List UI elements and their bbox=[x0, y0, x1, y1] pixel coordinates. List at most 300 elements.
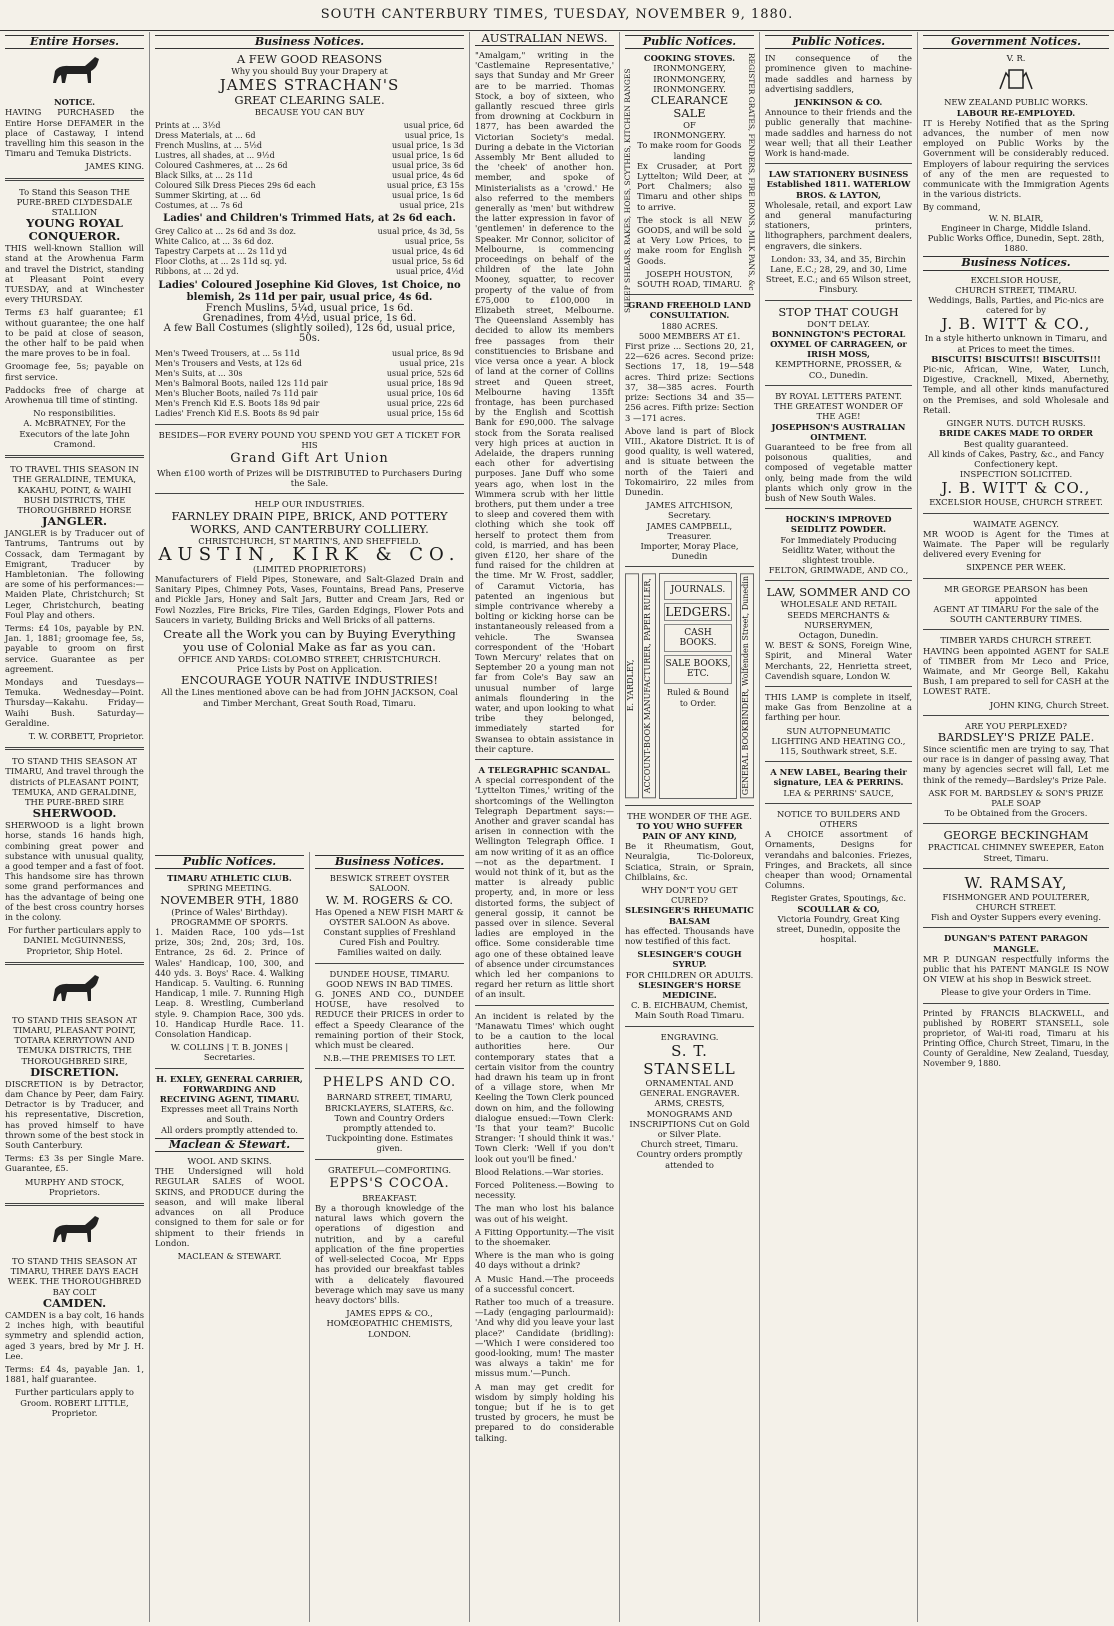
programme: PROGRAMME OF SPORTS. bbox=[170, 916, 289, 927]
stock-new: The stock is all NEW GOODS, and will be sold at Very Low Prices, to make room for English Goods. bbox=[637, 214, 742, 266]
phelps-text: Town and Country Orders promptly attended to. bbox=[334, 1112, 445, 1134]
usual-price: usual price, 22s 6d bbox=[386, 398, 464, 408]
usual-price: usual price, 4½d bbox=[395, 266, 464, 276]
meeting-date-sub: (Prince of Wales' Birthday). bbox=[171, 906, 288, 917]
sherwood-name: SHERWOOD. bbox=[32, 806, 117, 821]
slesinger: SLESINGER'S RHEUMATIC BALSAM bbox=[625, 905, 754, 926]
price-item: Men's Tweed Trousers, at ... 5s 11d bbox=[155, 348, 300, 358]
blair-sub: Engineer in Charge, Middle Island. bbox=[941, 222, 1091, 233]
art-union-sub: When £100 worth of Prizes will be DISTRIBUTED to Purchasers During the Sale. bbox=[156, 468, 463, 489]
yardley-sub: ACCOUNT-BOOK MANUFACTURER, PAPER RULER, bbox=[642, 573, 656, 798]
hexley-orders: All orders promptly attended to. bbox=[161, 1124, 298, 1135]
hexley-text: Expresses meet all Trains North and South. bbox=[160, 1104, 299, 1125]
pearson: MR GEORGE PEARSON has been appointed bbox=[944, 583, 1088, 604]
price-row bbox=[155, 151, 464, 161]
price-item: Coloured Silk Dress Pieces 29s 6d each bbox=[155, 180, 316, 190]
art-union: Grand Gift Art Union bbox=[230, 451, 389, 467]
price-item: Black Silks, at ... 2s 11d bbox=[155, 170, 253, 180]
lea-sauce: LEA & PERRINS' SAUCE, bbox=[783, 787, 894, 798]
ironmongery-2: IRONMONGERY, bbox=[653, 73, 726, 84]
members: 5000 MEMBERS AT £1. bbox=[638, 330, 741, 341]
land-prizes: First prize ... Sections 20, 21, 22—626 acres. Second prize: Sections 17, 18, 19—548 acres. Third prize: Sections 37, 38—385 acres. Fourth prize: Sections 34 and 35—256 acres. Fifth prize: Section 3 —171 acres. bbox=[625, 341, 754, 423]
waimate: WAIMATE AGENCY. bbox=[973, 518, 1059, 529]
usual-price: usual price, 8s 9d bbox=[391, 348, 464, 358]
athletic-club: TIMARU ATHLETIC CLUB. bbox=[167, 873, 292, 884]
wool-sign: MACLEAN & STEWART. bbox=[177, 1250, 282, 1261]
column-oyster-saloon bbox=[310, 852, 470, 1622]
where: Where is the man who is going 40 days without a drink? bbox=[475, 1250, 614, 1271]
epps-sign: JAMES EPPS & CO., HOMŒOPATHIC CHEMISTS, LONDON. bbox=[326, 1308, 453, 1339]
scoullar-addr: Victoria Foundry, Great King street, Dunedin, opposite the hospital. bbox=[776, 913, 901, 945]
price-row bbox=[155, 121, 464, 131]
stoves: COOKING STOVES. bbox=[643, 53, 736, 64]
lea-label: A NEW LABEL, Bearing their signature, LEA & PERRINS. bbox=[770, 767, 907, 788]
young-text: THIS well-known Stallion will stand at the Arowhenua Farm and travel the District, standing at Pleasant Point every TUESDAY, and at Winchester every THURSDAY. bbox=[5, 243, 144, 305]
law-stationery: LAW STATIONERY BUSINESS Established 1811. WATERLOW BROS. & LAYTON, bbox=[766, 169, 911, 200]
witt-text: In a style hitherto unknown in Timaru, and at Prices to meet the times. bbox=[924, 333, 1108, 354]
rogers-text: Has Opened a NEW FISH MART & OYSTER SALOON As above. bbox=[315, 906, 464, 927]
camden-terms: Terms: £4 4s, payable Jan. 1, 1881, half guarantee. bbox=[5, 1363, 144, 1385]
saloon: BESWICK STREET OYSTER SALOON. bbox=[329, 873, 450, 894]
suffer-text: Be it Rheumatism, Gout, Neuralgia, Tic-Doloreux, Sciatica, Strain, or Sprain, Chilblains, &c. bbox=[625, 841, 754, 882]
usual-price: usual price, 1s bbox=[404, 130, 464, 140]
meeting-date: NOVEMBER 9TH, 1880 bbox=[160, 892, 299, 907]
price-row bbox=[155, 267, 464, 277]
discretion-name: DISCRETION. bbox=[30, 1064, 119, 1079]
ironmongery-1: IRONMONGERY, bbox=[653, 63, 726, 74]
usual-price: usual price, £3 15s bbox=[386, 180, 464, 190]
campbell: JAMES CAMPBELL, Treasurer. bbox=[646, 520, 733, 541]
jangler-days: Mondays and Tuesdays—Temuka. Wednesday—Point. Thursday—Kakahu. Friday—Waihi Bush. Saturday—Geraldine. bbox=[5, 676, 144, 728]
price-row bbox=[155, 257, 464, 267]
price-row bbox=[155, 227, 464, 237]
austin-kirk-text: Manufacturers of Field Pipes, Stoneware, and Salt-Glazed Drain and Sanitary Pipes, Chimney Pots, Vases, Fountains, Bread Pans, Preserve and Pickle Jars, Honey and Salt Jars, Butter and Cream Jars, Red or Fowl Nozzles, Fire Bricks, Fire Tiles, Garden Edgings, Flower Pots and Saucers in variety, Building Bricks and Well Bricks of all patterns. bbox=[155, 574, 464, 625]
law-text: Wholesale, retail, and export Law and general manufacturing stationers, printers, lithographers, parchment dealers, engravers, die sinkers. bbox=[765, 199, 912, 251]
events: 1. Maiden Race, 100 yds—1st prize, 30s; 2nd, 20s; 3rd, 10s. Entrance, 2s 6d. 2. Prince of Wales' Handicap, 100, 300, and 440 yds. 3. Boys' Race. 4. Walking Handicap. 5. Vaulting. 6. Running Handicap, 1 mile. 7. Running High Leap. 8. Wrestling, Cumberland style. 9. Champion Race, 300 yds. 10. Handicap Hurdle Race. 11. Consolation Handicap. bbox=[155, 927, 304, 1040]
dont-delay: DON'T DELAY. bbox=[807, 318, 870, 329]
houston-addr: SOUTH ROAD, TIMARU. bbox=[637, 279, 742, 290]
sweeper: PRACTICAL CHIMNEY SWEEPER, Eaton Street, Timaru. bbox=[927, 842, 1105, 863]
timber-text: HAVING been appointed AGENT for SALE of TIMBER from Mr Leco and Price, Waimate, and Mr George Bell, Kakahu Bush, I am prepared to sell for CASH at the LOWEST RATE. bbox=[923, 645, 1109, 697]
price-row bbox=[155, 389, 464, 399]
ginger: GINGER NUTS. DUTCH RUSKS. bbox=[946, 418, 1086, 429]
young-resp: No responsibilities. bbox=[33, 408, 116, 419]
usual-price: usual price, 21s bbox=[399, 200, 464, 210]
because: BECAUSE YOU CAN BUY bbox=[254, 107, 365, 118]
octagon: Octagon, Dunedin. bbox=[798, 629, 879, 640]
hexley: H. EXLEY, GENERAL CARRIER, FORWARDING AND RECEIVING AGENT, TIMARU. bbox=[156, 1073, 303, 1105]
incident: An incident is related by the 'Manawatu Times' which ought to be a caution to the local authorities here. Our contemporary states that a certain visitor from the country had drawn his team up in front of a village store, when Mr Keeling the Town Clerk pounced down on him, and the following dialogue ensued:—Town Clerk: 'Is that your team?' Bucolic Stranger: 'I should think it was.' Town Clerk: 'Well if you don't look out you'll be fined.' bbox=[475, 1010, 614, 1164]
felton: FELTON, GRIMWADE, AND CO., bbox=[768, 565, 909, 576]
usual-price: usual price, 52s 6d bbox=[386, 368, 464, 378]
music: A Music Hand.—The proceeds of a successful concert. bbox=[475, 1273, 614, 1294]
balance: The man who lost his balance was out of his weight. bbox=[475, 1203, 614, 1224]
ointment: JOSEPHSON'S AUSTRALIAN OINTMENT. bbox=[771, 421, 906, 442]
john-king: JOHN KING, Church Street. bbox=[989, 699, 1109, 710]
hockin-sub: For Immediately Producing Seidlitz Water, without the slightest trouble. bbox=[780, 534, 897, 565]
horse-medicine: SLESINGER'S HORSE MEDICINE. bbox=[638, 979, 741, 1001]
usual-price: usual price, 1s 3d bbox=[391, 140, 464, 150]
price-item: Summer Skirting, at ... 6d bbox=[155, 190, 261, 200]
office-yards: OFFICE AND YARDS: COLOMBO STREET, CHRISTCHURCH. bbox=[178, 654, 441, 665]
stansell: S. T. STANSELL bbox=[643, 1041, 736, 1078]
wonder: THE WONDER OF THE AGE. bbox=[627, 810, 752, 821]
masthead: SOUTH CANTERBURY TIMES, TUESDAY, NOVEMBER 9, 1880. bbox=[0, 0, 1114, 31]
premises: N.B.—THE PREMISES TO LET. bbox=[323, 1053, 456, 1064]
fish: Fish and Oyster Suppers every evening. bbox=[930, 912, 1102, 923]
price-item: White Calico, at ... 3s 6d doz. bbox=[155, 236, 274, 246]
register-grates: Register Grates, Spoutings, &c. bbox=[771, 893, 906, 904]
price-item: Floor Cloths, at ... 2s 11d sq. yd. bbox=[155, 256, 287, 266]
telegraphic-title: A TELEGRAPHIC SCANDAL. bbox=[478, 765, 611, 776]
price-item: Men's Suits, at ... 30s bbox=[155, 368, 243, 378]
price-list-menswear bbox=[155, 349, 464, 419]
bonningtons: BONNINGTON'S PECTORAL OXYMEL OF CARRAGEEN, or IRISH MOSS, bbox=[770, 328, 907, 360]
price-item: Dress Materials, at ... 6d bbox=[155, 130, 256, 140]
dungan: MR P. DUNGAN respectfully informs the public that his PATENT MANGLE IS NOW ON VIEW at his shop in Beswick street. bbox=[923, 953, 1109, 985]
young-name: YOUNG ROYAL CONQUEROR. bbox=[26, 216, 123, 244]
section-header-public: Public Notices. bbox=[155, 855, 304, 869]
good-news: GOOD NEWS IN BAD TIMES. bbox=[326, 978, 453, 989]
ironmongery-4: IRONMONGERY. bbox=[653, 130, 726, 141]
notice-sign: JAMES KING. bbox=[85, 161, 144, 172]
treasure: Rather too much of a treasure.—Lady (engaging parlourmaid): 'And why did you leave your last place?' Candidate (bridling):—'Which I were considered too good-looking, mum! The master was always a takin' me for missus mum.'—Punch. bbox=[475, 1296, 614, 1379]
cough-syrup: SLESINGER'S COUGH SYRUP. bbox=[637, 949, 742, 970]
hats: Ladies' and Children's Trimmed Hats, at 2s 6d each. bbox=[163, 212, 456, 224]
epps-text: By a thorough knowledge of the natural laws which govern the operations of digestion and nutrition, and by a careful application of the fine properties of well-selected Cocoa, Mr Epps has provided our breakfast tables with a delicately flavoured beverage which may save us many heavy doctors' bills. bbox=[315, 1203, 464, 1305]
why-buy: Why you should Buy your Drapery at bbox=[231, 66, 388, 77]
fitting: A Fitting Opportunity.—The visit to the shoemaker. bbox=[475, 1226, 614, 1247]
price-lists: Price Lists by Post on Application. bbox=[237, 664, 382, 675]
land-text: Above land is part of Block VIII., Akatore District. It is of good quality, is well watered, and is situate between the north of the Taieri and Tokomairiro, 22 miles from Dunedin. bbox=[625, 425, 754, 497]
book-ledgers: LEDGERS. bbox=[664, 603, 732, 621]
scoullar: SCOULLAR & CO, bbox=[797, 903, 880, 914]
aitchison: JAMES AITCHISON, Secretary. bbox=[646, 500, 733, 521]
price-row bbox=[155, 161, 464, 171]
bardsley-text: Since scientific men are trying to say, That our race is in danger of passing away, That many by agencies secret will fall, Let me think of the remedy—Bardsley's Prize Pale. bbox=[923, 743, 1109, 785]
price-item: Ladies' French Kid E.S. Boots 8s 9d pair bbox=[155, 408, 319, 418]
section-header-maclean: Maclean & Stewart. bbox=[155, 1138, 304, 1152]
bride: BRIDE CAKES MADE TO ORDER bbox=[939, 428, 1093, 439]
price-item: Tapestry Carpets at ... 2s 11d yd bbox=[155, 246, 287, 256]
price-item: Coloured Cashmeres, at ... 2s 6d bbox=[155, 160, 288, 170]
column-public-notices bbox=[620, 32, 760, 1622]
usual-price: usual price, 1s 6d bbox=[391, 190, 464, 200]
wood: MR WOOD is Agent for the Times at Waimate. The Paper will be regularly delivered every Evening for bbox=[923, 528, 1109, 560]
kempthorne: KEMPTHORNE, PROSSER, & CO., Dunedin. bbox=[775, 359, 902, 380]
excelsior-2: EXCELSIOR HOUSE, CHURCH STREET. bbox=[929, 497, 1103, 508]
jangler-terms: Terms: £4 10s, payable by P.N. Jan. 1, 1881; groomage fee, 5s, payable to groom on first service. Guarantee as per agreement. bbox=[5, 622, 144, 674]
section-header-public-2: Public Notices. bbox=[625, 35, 754, 49]
usual-price: usual price, 3s 6d bbox=[391, 160, 464, 170]
blair: W. N. BLAIR, bbox=[988, 212, 1044, 223]
of: OF bbox=[683, 120, 696, 131]
besides: BESIDES—FOR EVERY POUND YOU SPEND YOU GET A TICKET FOR HIS bbox=[158, 429, 461, 450]
usual-price: usual price, 21s bbox=[399, 358, 464, 368]
usual-price: usual price, 4s 6d bbox=[391, 170, 464, 180]
why-not: WHY DON'T YOU GET CURED? bbox=[641, 885, 738, 906]
ramsay-sub: FISHMONGER AND POULTERER, CHURCH STREET. bbox=[942, 891, 1090, 912]
price-item: Men's Blucher Boots, nailed 7s 11d pair bbox=[155, 388, 318, 398]
bride-sub: Best quality guaranteed. bbox=[963, 438, 1069, 449]
perplexed: ARE YOU PERPLEXED? bbox=[965, 720, 1067, 731]
notice-text: HAVING PURCHASED the Entire Horse DEFAMER in the place of Castaway, I intend travelling him this season in the Timaru and Temuka Districts. bbox=[5, 107, 144, 159]
camden-text: CAMDEN is a bay colt, 16 hands 2 inches high, with beautiful symmetry and splendid action, aged 3 years, bred by Mr J. H. Lee. bbox=[5, 1309, 144, 1361]
price-row bbox=[155, 171, 464, 181]
price-row bbox=[155, 349, 464, 359]
command: By command, bbox=[923, 202, 981, 213]
ex-arrivals: Ex Crusader, at Port Lyttelton; Wild Deer, at Port Chalmers; also Timaru and other ships to arrive. bbox=[637, 160, 742, 212]
price-item: French Muslins, at ... 5½d bbox=[155, 140, 263, 150]
slesinger-text: has effected. Thousands have now testified of this fact. bbox=[625, 925, 754, 947]
price-item: Costumes, at ... 7s 6d bbox=[155, 200, 243, 210]
lamp: THIS LAMP is complete in itself, make Gas from Benzoline at a farthing per hour. bbox=[765, 691, 912, 723]
price-item: Prints at ... 3½d bbox=[155, 120, 221, 130]
clearing-sale: GREAT CLEARING SALE. bbox=[234, 93, 385, 108]
bardsley-ask: ASK FOR M. BARDSLEY & SON'S PRIZE PALE SOAP bbox=[928, 787, 1104, 808]
usual-price: usual price, 18s 9d bbox=[386, 378, 464, 388]
grand-land: GRAND FREEHOLD LAND CONSULTATION. bbox=[628, 300, 751, 321]
grocers: To be Obtained from the Grocers. bbox=[944, 808, 1088, 819]
weddings: Weddings, Balls, Parties, and Pic-nics are catered for by bbox=[928, 295, 1104, 316]
price-row bbox=[155, 359, 464, 369]
jangler-sign: T. W. CORBETT, Proprietor. bbox=[28, 730, 144, 741]
spring-meeting: SPRING MEETING. bbox=[187, 883, 272, 894]
column-athletic-club bbox=[150, 852, 310, 1622]
phelps-tuck: Tuckpointing done. Estimates given. bbox=[326, 1133, 453, 1154]
strachan-title: JAMES STRACHAN'S bbox=[219, 76, 400, 95]
usual-price: usual price, 4s 3d, 5s bbox=[377, 226, 464, 236]
price-list bbox=[155, 121, 464, 211]
yardley-ad bbox=[625, 573, 754, 798]
wool-text: THE Undersigned will hold REGULAR SALES of WOOL SKINS, and PRODUCE during the season, and will make liberal advances on all Produce consigned to them for sale or for shipment to their friends in London. bbox=[155, 1166, 304, 1248]
discretion-terms: Terms: £3 3s per Single Mare. Guarantee, £5. bbox=[5, 1153, 144, 1174]
australian-news-title: AUSTRALIAN NEWS. bbox=[475, 32, 614, 46]
law-sommer: LAW, SOMMER AND CO bbox=[766, 585, 911, 600]
price-row bbox=[155, 369, 464, 379]
price-row bbox=[155, 409, 464, 419]
jenkinson-intro: IN consequence of the prominence given to machine-made saddles and harness by advertising saddlers, bbox=[765, 53, 912, 94]
price-row bbox=[155, 379, 464, 389]
camden-name: CAMDEN. bbox=[42, 1295, 107, 1310]
discretion-sign: MURPHY AND STOCK, Proprietors. bbox=[24, 1176, 125, 1197]
section-header-business: Business Notices. bbox=[155, 35, 464, 49]
price-item: Men's Trousers and Vests, at 12s 6d bbox=[155, 358, 302, 368]
horse-icon bbox=[45, 971, 105, 1011]
vr: V. R. bbox=[1006, 53, 1026, 64]
price-item: Ribbons, at ... 2d yd. bbox=[155, 266, 239, 276]
books-stack bbox=[659, 573, 737, 798]
book-sale: SALE BOOKS, ETC. bbox=[664, 655, 732, 683]
stop-cough: STOP THAT COUGH bbox=[778, 304, 899, 319]
usual-price: usual price, 5s bbox=[404, 236, 464, 246]
church-st: CHURCH STREET, TIMARU. bbox=[955, 284, 1077, 295]
usual-price: usual price, 4s 6d bbox=[391, 246, 464, 256]
ointment-text: Guaranteed to be free from all poisonous qualities, and composed of vegetable matter only, being made from the wild plants which only grow in the bush of New South Wales. bbox=[765, 441, 912, 503]
builders-text: A CHOICE assortment of Ornaments, Designs for verandahs and balconies. Friezes, Fringes, and Brackets, all since cheaper than wood; Ornamental Columns. bbox=[765, 829, 912, 891]
horse-icon bbox=[45, 53, 105, 93]
young-paddocks: Paddocks free of charge at Arowhenua till time of stinting. bbox=[5, 384, 144, 406]
jenkinson: JENKINSON & CO. bbox=[794, 97, 883, 108]
horse-icon bbox=[45, 1212, 105, 1252]
sherwood-text: SHERWOOD is a light brown horse, stands 16 hands high, combining great power and substance with unusual quality, a good temper and a fast of foot. This handsome sire has thrown some grand performances and has the advantage of being one of the best cross country horses in the colony. bbox=[5, 820, 144, 923]
column-entire-horses bbox=[0, 32, 150, 1622]
biscuits-text: Pic-nic, African, Wine, Water, Lunch, Digestive, Cracknell, Mixed, Abernethy, Temple, and all other kinds manufactured on the Premises, and sold Wholesale and Retail. bbox=[923, 364, 1109, 415]
ball-costumes: A few Ball Costumes (slightly soiled), 12s 6d, usual price, 50s. bbox=[163, 323, 456, 345]
excelsior: EXCELSIOR HOUSE, bbox=[970, 274, 1062, 285]
witt: J. B. WITT & CO., bbox=[941, 315, 1091, 334]
timber: TIMBER YARDS CHURCH STREET. bbox=[940, 635, 1092, 646]
camden-sign: Further particulars apply to Groom. ROBERT LITTLE, Proprietor. bbox=[15, 1387, 134, 1418]
beckingham: GEORGE BECKINGHAM bbox=[943, 828, 1089, 843]
ruled: Ruled & Bound to Order. bbox=[667, 687, 729, 708]
clearance: CLEARANCE SALE bbox=[650, 93, 729, 121]
blood: Blood Relations.—War stories. bbox=[475, 1166, 604, 1177]
price-list-linens bbox=[155, 227, 464, 277]
young-terms: Terms £3 half guarantee; £1 without guarantee; the one half to be paid at close of season, the other half to be paid when the mare proves to be in foal. bbox=[5, 307, 144, 359]
public-works: NEW ZEALAND PUBLIC WORKS. bbox=[944, 97, 1088, 108]
telegraphic-body: A special correspondent of the 'Lyttelton Times,' writing of the shortcomings of the Wellington Telegraph Department says:—Another and graver scandal has arisen in connection with the Wellington Telegraph Office. I am now writing of it as an office—not as the department. I would not think of it, but as the matter is already public property, and, in more or less distorted forms, the subject of general gossip, it cannot be passed over in silence. Several ladies are employed in the office. Some considerable time ago one of these obtained leave of absence under circumstances which led her companions to regard her return as little short of an insult. bbox=[475, 775, 614, 1000]
sun-addr: 115, Southwark street, S.E. bbox=[779, 745, 898, 756]
book-cash: CASH BOOKS. bbox=[664, 624, 732, 652]
price-row bbox=[155, 247, 464, 257]
young-intro: To Stand this Season THE PURE-BRED CLYDESDALE STALLION bbox=[16, 186, 133, 218]
rogers: W. M. ROGERS & CO. bbox=[325, 892, 454, 907]
seeds: WHOLESALE AND RETAIL SEEDS MERCHANTS & NURSERYMEN, bbox=[780, 599, 897, 630]
law-addr: London: 33, 34, and 35, Birchin Lane, E.C.; 28, 29, and 30, Lime Street, E.C.; and 65 Wilson street, Finsbury. bbox=[765, 253, 912, 295]
section-header-entire-horses: Entire Horses. bbox=[5, 35, 144, 49]
acres: 1880 ACRES. bbox=[661, 320, 718, 331]
encourage-sub: All the Lines mentioned above can be had from JOHN JACKSON, Coal and Timber Merchant, Great South Road, Timaru. bbox=[161, 687, 458, 708]
sherwood-intro: TO STAND THIS SEASON AT TIMARU, And travel through the districts of PLEASANT POINT, TEMUKA, AND GERALDINE, THE PURE-BRED SIRE bbox=[5, 756, 144, 807]
price-row bbox=[155, 181, 464, 191]
blair-addr: Public Works Office, Dunedin, Sept. 28th, 1880. bbox=[927, 233, 1105, 254]
create-work: Create all the Work you can by Buying Everything you use of Colonial Make as far as you can. bbox=[163, 627, 456, 655]
notice-builders: NOTICE TO BUILDERS AND OTHERS bbox=[776, 808, 901, 829]
price-row bbox=[155, 399, 464, 409]
dundee-text: G. JONES AND CO., DUNDEE HOUSE, have resolved to REDUCE their PRICES in order to effect a Speedy Clearance of the remaining portion of their Stock, which must be cleared. bbox=[315, 989, 464, 1051]
ornamental: ORNAMENTAL AND GENERAL ENGRAVER. bbox=[639, 1077, 740, 1099]
moray: Importer, Moray Place, Dunedin bbox=[640, 540, 739, 562]
suffer: TO YOU WHO SUFFER PAIN OF ANY KIND, bbox=[636, 820, 743, 842]
secretaries: W. COLLINS | T. B. JONES | Secretaries. bbox=[170, 1042, 289, 1063]
usual-price: usual price, 6d bbox=[403, 120, 464, 130]
column-australian-news bbox=[470, 32, 620, 1622]
price-item: Lustres, all shades, at ... 9½d bbox=[155, 150, 275, 160]
young-sign: A. McBRATNEY, For the Executors of the late John Cramond. bbox=[19, 418, 130, 449]
orders: Please to give your Orders in Time. bbox=[940, 987, 1092, 998]
section-header-business-2: Business Notices. bbox=[315, 855, 464, 869]
arms: ARMS, CRESTS, MONOGRAMS AND INSCRIPTIONS Cut on Gold or Silver Plate. bbox=[629, 1098, 750, 1139]
column-business-notices bbox=[150, 32, 470, 852]
price-row bbox=[155, 131, 464, 141]
wool: WOOL AND SKINS. bbox=[187, 1156, 272, 1167]
rogers-text2: Constant supplies of Freshland Cured Fish and Poultry. bbox=[323, 927, 456, 948]
farnley: FARNLEY DRAIN PIPE, BRICK, AND POTTERY WORKS, AND CANTERBURY COLLIERY. bbox=[171, 508, 448, 536]
rogers-families: Families waited on daily. bbox=[337, 947, 442, 958]
price-item: Grey Calico at ... 2s 6d and 3s doz. bbox=[155, 226, 297, 236]
agent: AGENT AT TIMARU For the sale of the SOUTH CANTERBURY TIMES. bbox=[933, 603, 1099, 625]
usual-price: usual price, 10s 6d bbox=[386, 388, 464, 398]
section-header-government: Government Notices. bbox=[923, 35, 1109, 49]
witt-2: J. B. WITT & CO., bbox=[941, 479, 1091, 498]
phelps: PHELPS AND CO. bbox=[322, 1075, 457, 1091]
forced: Forced Politeness.—Bowing to necessity. bbox=[475, 1179, 614, 1201]
camden-intro: TO STAND THIS SEASON AT TIMARU, THREE DAYS EACH WEEK. THE THOROUGHBRED BAY COLT bbox=[7, 1256, 142, 1297]
houston: JOSEPH HOUSTON, bbox=[646, 268, 733, 279]
epps-top: GRATEFUL—COMFORTING. bbox=[327, 1164, 452, 1175]
price-item: Men's French Kid E.S. Boots 18s 9d pair bbox=[155, 398, 320, 408]
all-kinds: All kinds of Cakes, Pastry, &c., and Fancy Confectionery kept. bbox=[928, 448, 1104, 469]
make-room: To make room for Goods landing bbox=[637, 140, 742, 161]
jangler-intro: TO TRAVEL THIS SEASON IN THE GERALDINE, TEMUKA, KAKAHU, POINT, & WAIHI BUSH DISTRICTS, THE THOROUGHBRED HORSE bbox=[10, 464, 139, 515]
discretion-intro: TO STAND THIS SEASON AT TIMARU, PLEASANT POINT, TOTARA KERRYTOWN AND TEMUKA DISTRICTS, THE THOROUGHBRED SIRE, bbox=[12, 1014, 137, 1066]
eichbaum: C. B. EICHBAUM, Chemist, Main South Road Timaru. bbox=[631, 1000, 748, 1021]
usual-price: usual price, 15s 6d bbox=[386, 408, 464, 418]
usual-price: usual price, 1s 6d bbox=[391, 150, 464, 160]
discretion-text: DISCRETION is by Detractor, dam Chance by Peer, dam Fairy. Detractor is by Traducer, and his representative, Discretion, has proved himself to have thrown some of the best stock in South Canterbury. bbox=[5, 1078, 144, 1151]
price-item: Men's Balmoral Boots, nailed 12s 11d pair bbox=[155, 378, 328, 388]
sun: SUN AUTOPNEUMATIC LIGHTING AND HEATING CO., bbox=[771, 725, 906, 746]
imprint: Printed by FRANCIS BLACKWELL, and published by ROBERT STANSELL, sole proprietor, of Wai-iti road, Timaru at his Printing Office, Church Street, Timaru, in the County of Geraldine, New Zealand, Tuesday, November 9, 1880. bbox=[923, 1008, 1109, 1068]
reasons: A FEW GOOD REASONS bbox=[236, 52, 383, 67]
usual-price: usual price, 5s 6d bbox=[391, 256, 464, 266]
ironmongery-3: IRONMONGERY. bbox=[653, 83, 726, 94]
dundee: DUNDEE HOUSE, TIMARU. bbox=[329, 968, 450, 979]
section-header-business-3: Business Notices. bbox=[923, 256, 1109, 270]
engraving: ENGRAVING. bbox=[660, 1031, 719, 1042]
price-row bbox=[155, 191, 464, 201]
bardsley: BARDSLEY'S PRIZE PALE. bbox=[937, 729, 1095, 744]
jenkinson-text: Announce to their friends and the public generally that machine-made saddles and harness do not wear well; that all their Leather Work is hand-made. bbox=[765, 107, 912, 159]
phelps-addr: BARNARD STREET, TIMARU, BRICKLAYERS, SLATERS, &c. bbox=[325, 1092, 454, 1113]
coat-of-arms-icon bbox=[996, 67, 1036, 93]
jangler-text: JANGLER is by Traducer out of Tantrums, Tantrums out by Cossack, dam Termagant by Emigrant, Traducer by Hambletonian. The following are some of his performances:—Maiden Plate, Christchurch; St Leger, Christchurch, beating Foul Play and others. bbox=[5, 528, 144, 620]
inspection: INSPECTION SOLICITED. bbox=[959, 469, 1073, 480]
yardley-right: GENERAL BOOKBINDER, Wolfenden Street, Dunedin bbox=[740, 573, 754, 798]
country-orders: Country orders promptly attended to bbox=[636, 1149, 743, 1170]
austin-kirk-ltd: (LIMITED PROPRIETORS) bbox=[252, 563, 367, 574]
farnley-loc: CHRISTCHURCH, ST MARTIN'S, AND SHEFFIELD. bbox=[198, 535, 421, 546]
australian-news-body: "Amalgam," writing in the 'Castlemaine Representative,' says that Sunday and Mr Greer are to be married. Thomas Stock, a boy of sixteen, who gallantly rescued three girls from drowning at Cockburn in 1877, has been awarded the Victorian Society's medal. During a debate in the Victorian Assembly Mr Bent alluded to the 'cheek' of another hon. member, and spoke of Ministerialists as a 'crowd.' He also referred to the members generally as 'men' but withdrew the latter expression in favor of 'gentlemen' in deference to the Speaker. Mr Connor, solicitor of Melbourne, is commencing proceedings on behalf of the children of the late John Mooney, squatter, to recover property of the value of from £75,000 to £100,000 in Elizabeth street, Melbourne. The Queensland Assembly has decided to allow its members free passages from their constituencies to Brisbane and vice versa once a year. A block of land at the corner of Collins street and Queen street, Melbourne having 135ft frontage, has been purchased by the English and Scottish Bank for £90,000. The salvage stock from the Sorata realised very high prices at auction in Adelaide, the drapers running each other for advertising purposes. Jane Duff who some years ago, when lost in the Wimmera scrub with her little brothers, put them under a tree to sleep and covered them with clothing which she took off herself to protect them from cold, is married, and has been given £120, her share of the fund raised for the children at the time. Mr W. Frost, saddler, of Caramut Victoria, has patented an ingenious but simple contrivance whereby a bolting or kicking horse can be instantaneously released from a vehicle. The Swansea correspondent of the 'Hobart Town Mercury' relates that on September 20 a young man not far from Cole's Bay saw an unusual number of large animals floundering in the water, and upon looking to what tribe they belonged, immediately started for Swansea to obtain assistance in their capture. bbox=[475, 50, 614, 754]
price-row bbox=[155, 141, 464, 151]
labour: LABOUR RE-EMPLOYED. bbox=[956, 107, 1076, 118]
young-graze: Groomage fee, 5s; payable on first service. bbox=[5, 361, 144, 382]
sixpence: SIXPENCE PER WEEK. bbox=[966, 562, 1066, 573]
grenadines: Grenadines, from 4½d, usual price, 1s 6d. bbox=[202, 313, 417, 325]
sherwood-sign: For further particulars apply to DANIEL McGUINNESS, Proprietor, Ship Hotel. bbox=[7, 925, 142, 956]
notice-title: NOTICE. bbox=[53, 97, 96, 108]
labour-text: IT is Hereby Notified that as the Spring advances, the number of men now employed on Public Works by the Government will be considerably reduced. Employers of labour requiring the services of any of the men are requested to communicate with the Immigration Agents in the various districts. bbox=[923, 117, 1109, 200]
mangle: DUNGAN'S PATENT PARAGON MANGLE. bbox=[944, 933, 1088, 954]
biscuits: BISCUITS! BISCUITS!! BISCUITS!!! bbox=[931, 353, 1101, 364]
help-industries: HELP OUR INDUSTRIES. bbox=[254, 499, 365, 510]
yardley-name: E. YARDLEY, bbox=[625, 573, 639, 798]
hockin: HOCKIN'S IMPROVED SEIDLITZ POWDER. bbox=[785, 514, 892, 535]
side-text-left: SHEEP SHEARS, RAKES, HOES, SCYTHES, KITCHEN RANGES bbox=[623, 68, 632, 314]
column-government-notices bbox=[918, 32, 1114, 1622]
encourage: ENCOURAGE YOUR NATIVE INDUSTRIES! bbox=[180, 673, 439, 688]
bests: W. BEST & SONS, Foreign Wine, Spirit, and Mineral Water Merchants, 22, Henrietta street, Cavendish square, London W. bbox=[765, 640, 912, 681]
royal-letters: BY ROYAL LETTERS PATENT. THE GREATEST WONDER OF THE AGE! bbox=[773, 390, 904, 422]
muslins: French Muslins, 5¼d, usual price, 1s 6d. bbox=[205, 302, 414, 314]
side-text-right: REGISTER GRATES, FENDERS, FIRE IRONS, MILK PANS, &c bbox=[747, 53, 756, 291]
stansell-addr: Church street, Timaru. bbox=[640, 1139, 739, 1150]
epps: EPPS'S COCOA. bbox=[329, 1175, 450, 1191]
cough-sub: FOR CHILDREN OR ADULTS. bbox=[625, 969, 754, 980]
gloves: Ladies' Coloured Josephine Kid Gloves, 1st Choice, no blemish, 2s 11d per pair, usual price, 4s 6d. bbox=[158, 279, 461, 303]
jangler-name: JANGLER. bbox=[41, 514, 108, 529]
